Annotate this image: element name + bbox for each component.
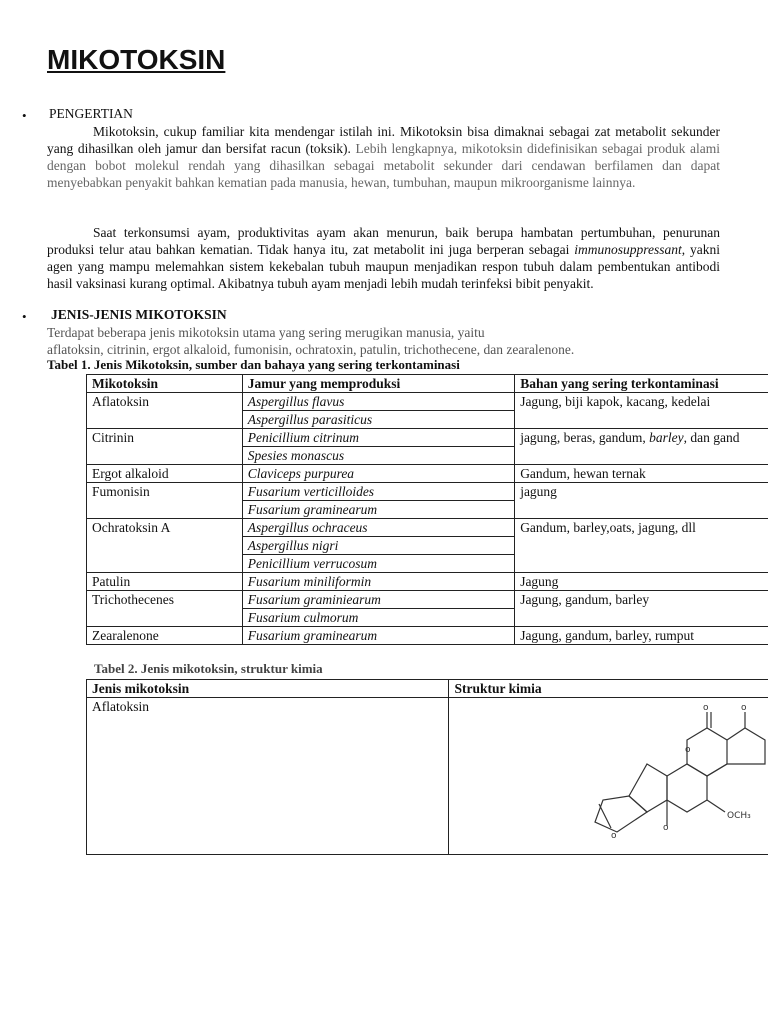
section-heading-pengertian: PENGERTIAN <box>49 106 133 121</box>
table-cell-jamur <box>242 627 514 645</box>
jamur-name: Penicillium verrucosum <box>247 556 378 571</box>
table-row <box>87 627 768 645</box>
table-cell-bahan: Jagung, gandum, barley, rumput <box>515 627 768 645</box>
jamur-name: Fusarium miniliformin <box>247 574 372 589</box>
bullet: • <box>22 108 27 123</box>
jamur-name: Claviceps purpurea <box>247 466 355 481</box>
svg-text:o: o <box>703 703 709 713</box>
bullet: • <box>22 309 27 324</box>
jamur-name: Fusarium culmorum <box>247 610 359 625</box>
aflatoxin-structure-image <box>559 700 768 850</box>
svg-text:o: o <box>663 823 669 833</box>
table-cell-bahan: Jagung, gandum, barley <box>515 591 768 627</box>
table-cell-bahan: Gandum, hewan ternak <box>515 465 768 483</box>
table-cell-jamur <box>242 501 514 519</box>
table-cell-jamur <box>242 465 514 483</box>
table-cell-mikotoksin: Citrinin <box>87 429 243 465</box>
table-row <box>87 393 768 411</box>
table-cell-jamur <box>242 447 514 465</box>
table-cell-jamur <box>242 609 514 627</box>
jamur-name: Spesies monascus <box>247 448 345 463</box>
table-row <box>87 698 768 855</box>
table-cell-mikotoksin: Ergot alkaloid <box>87 465 243 483</box>
paragraph-1-text: Mikotoksin, cukup familiar kita mendengar istilah ini. Mikotoksin bisa dimaknai sebagai zat metabolit sekunder yang dihasilkan oleh jamur dan bersifat racun (toksik). <box>47 124 720 156</box>
table-header-cell: Bahan yang sering terkontaminasi <box>515 375 768 393</box>
bahan-text: , dan gand <box>683 430 740 445</box>
jamur-name: Fusarium graminiearum <box>247 592 381 607</box>
bahan-italic: barley <box>649 430 684 445</box>
page-title: MIKOTOKSIN <box>47 44 226 75</box>
table-cell-mikotoksin: Zearalenone <box>87 627 243 645</box>
jamur-name: Aspergillus ochraceus <box>247 520 368 535</box>
table-cell-jamur <box>242 519 514 537</box>
table-2 <box>86 679 768 855</box>
table-row <box>87 429 768 447</box>
table-cell-bahan: jagung <box>515 483 768 519</box>
paragraph-2-text-b: , yakni agen yang mampu melemahkan sistem kekebalan tubuh maupun menjadikan respon tubuh dalam pembentukan antibodi hasil vaksinasi kurang optimal. Akibatnya tubuh ayam menjadi lebih mudah terinfeksi bibit penyakit. <box>47 242 721 291</box>
structure-cell <box>449 698 768 855</box>
table-cell-jamur <box>242 483 514 501</box>
table-row <box>87 483 768 501</box>
table-cell-mikotoksin: Patulin <box>87 573 243 591</box>
jamur-name: Penicillium citrinum <box>247 430 360 445</box>
jamur-name: Aspergillus nigri <box>247 538 339 553</box>
table-cell: Aflatoksin <box>87 698 449 855</box>
table-cell-mikotoksin: Aflatoksin <box>87 393 243 429</box>
jamur-name: Aspergillus flavus <box>247 394 345 409</box>
table-header-cell: Jamur yang memproduksi <box>242 375 514 393</box>
paragraph-2-italic: immunosuppressant <box>574 242 682 257</box>
table-cell-jamur <box>242 411 514 429</box>
table-cell-bahan <box>515 429 768 465</box>
svg-text:o: o <box>741 703 747 713</box>
table-cell-jamur <box>242 393 514 411</box>
svg-text:o: o <box>611 831 617 841</box>
bahan-text: jagung, beras, gandum, <box>520 430 650 445</box>
table-header-row <box>87 375 768 393</box>
table-header-cell: Struktur kimia <box>449 680 768 698</box>
table-cell-jamur <box>242 573 514 591</box>
jamur-name: Aspergillus parasiticus <box>247 412 373 427</box>
table-cell-mikotoksin: Trichothecenes <box>87 591 243 627</box>
jamur-name: Fusarium verticilloides <box>247 484 375 499</box>
table-row <box>87 519 768 537</box>
table-header-cell: Jenis mikotoksin <box>87 680 449 698</box>
svg-text:o: o <box>685 745 691 755</box>
table-row <box>87 465 768 483</box>
table-row <box>87 591 768 609</box>
table-cell-jamur <box>242 591 514 609</box>
paragraph-2 <box>47 224 720 292</box>
section-heading-jenis: JENIS-JENIS MIKOTOKSIN <box>51 307 227 322</box>
paragraph-1-gray-text: Lebih lengkapnya, mikotoksin didefinisikan sebagai produk alami dengan bobot molekul rendah yang dihasilkan sebagai metabolit sekunder dari cendawan berfilamen dan dapat menyebabkan penyakit bahkan kematian pada manusia, hewan, tumbuhan, maupun mikroorganisme lainnya. <box>47 141 720 190</box>
table-cell-jamur <box>242 537 514 555</box>
svg-text:OCH₃: OCH₃ <box>727 811 752 821</box>
table-cell-mikotoksin: Ochratoksin A <box>87 519 243 573</box>
table-header-row <box>87 680 768 698</box>
table-cell-bahan: Jagung, biji kapok, kacang, kedelai <box>515 393 768 429</box>
table-cell-jamur <box>242 429 514 447</box>
table-row <box>87 573 768 591</box>
jenis-line-2: aflatoksin, citrinin, ergot alkaloid, fumonisin, ochratoxin, patulin, trichothecene, dan zearalenone. <box>47 342 575 357</box>
table-cell-mikotoksin: Fumonisin <box>87 483 243 519</box>
table-cell-bahan: Gandum, barley,oats, jagung, dll <box>515 519 768 573</box>
paragraph-1 <box>47 123 720 191</box>
jamur-name: Fusarium graminearum <box>247 628 378 643</box>
jenis-line-1: Terdapat beberapa jenis mikotoksin utama yang sering merugikan manusia, yaitu <box>47 325 485 340</box>
table-2-caption: Tabel 2. Jenis mikotoksin, struktur kimia <box>94 661 323 676</box>
jamur-name: Fusarium graminearum <box>247 502 378 517</box>
paragraph-2-text-a: Saat terkonsumsi ayam, produktivitas ayam akan menurun, baik berupa hambatan pertumbuhan, penurunan produksi telur atau bahkan kematian. Tidak hanya itu, zat metabolit ini juga berperan sebagai <box>47 225 720 257</box>
table-header-cell: Mikotoksin <box>87 375 243 393</box>
table-1 <box>86 374 768 645</box>
table-cell-bahan: Jagung <box>515 573 768 591</box>
table-1-caption: Tabel 1. Jenis Mikotoksin, sumber dan bahaya yang sering terkontaminasi <box>47 357 460 372</box>
table-cell-jamur <box>242 555 514 573</box>
